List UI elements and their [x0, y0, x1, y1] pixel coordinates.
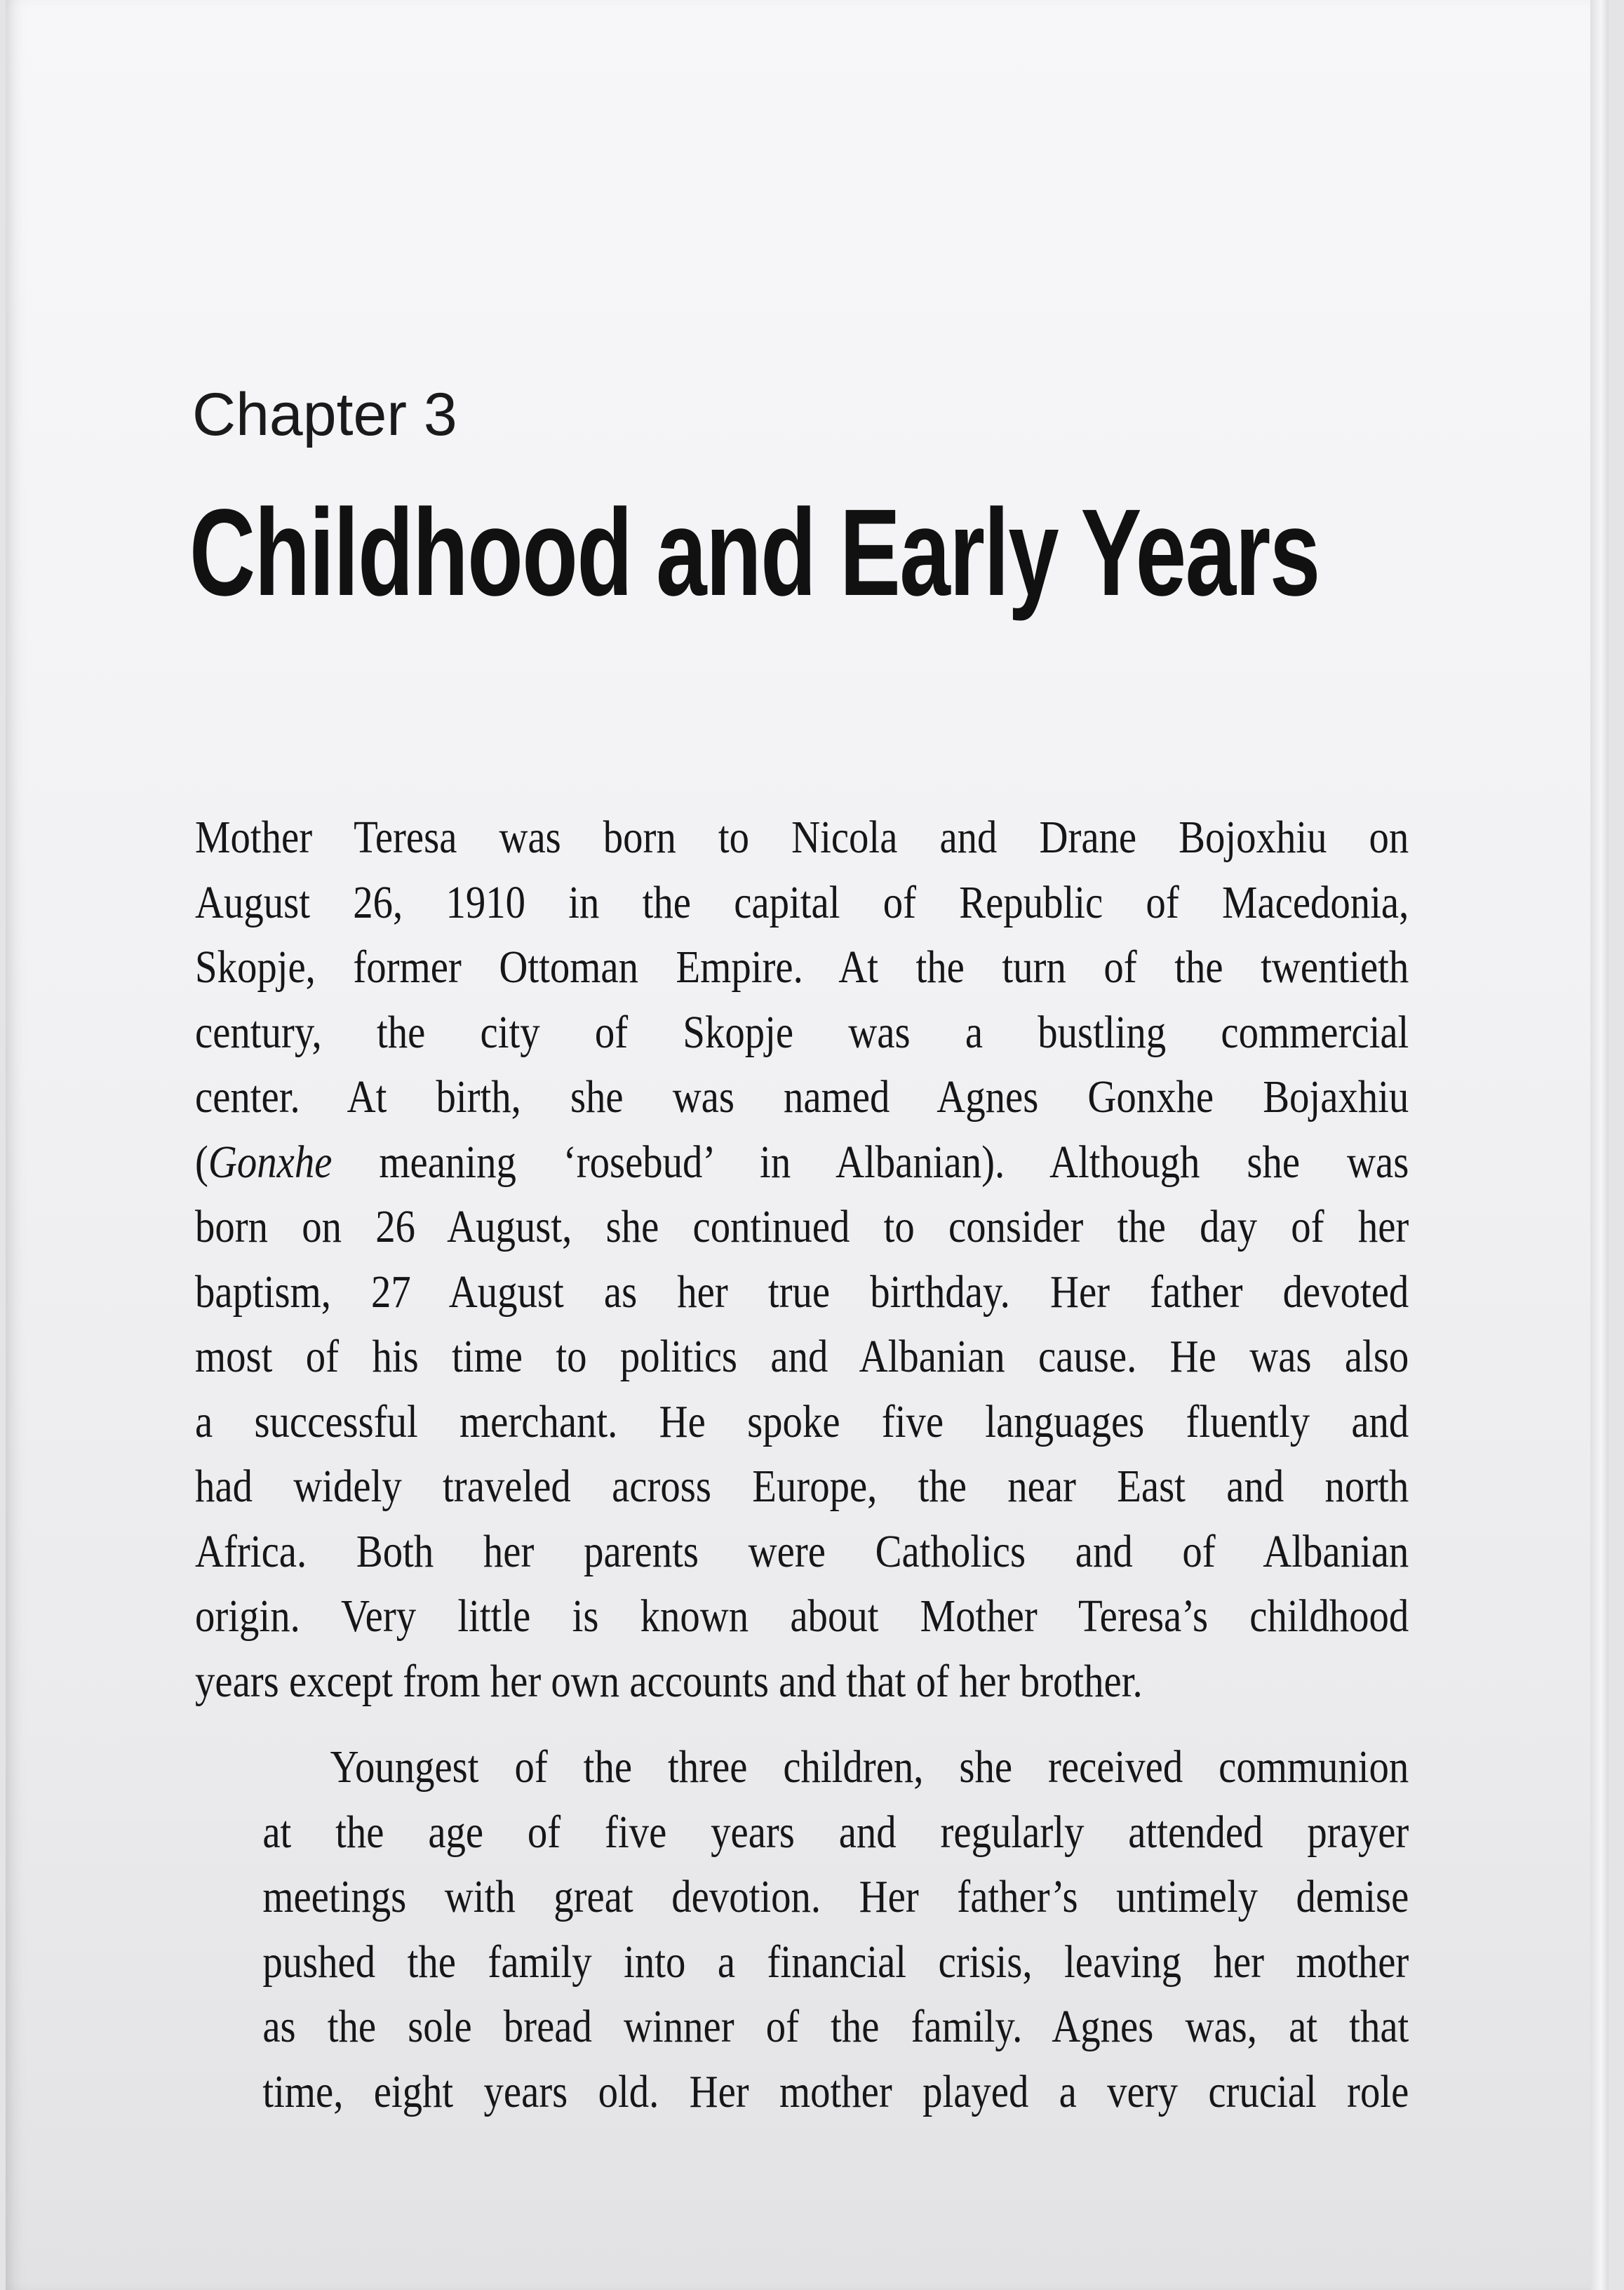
text-line: as the sole bread winner of the family. Agnes was, at that — [262, 2001, 1409, 2052]
text-line: baptism, 27 August as her true birthday. Her father devoted — [195, 1266, 1409, 1318]
page-edge — [1590, 0, 1609, 2290]
text-line: Skopje, former Ottoman Empire. At the turn of the twentieth — [195, 942, 1409, 993]
text-fragment: meaning ‘rosebud’ in Albanian). Although she was — [332, 1136, 1409, 1188]
text-line: meetings with great devotion. Her father’s untimely demise — [262, 1871, 1409, 1922]
paragraph-2 — [195, 1735, 1409, 2124]
text-line: most of his time to politics and Albanian cause. He was also — [195, 1331, 1409, 1382]
chapter-label: Chapter 3 — [192, 381, 457, 448]
chapter-body — [195, 805, 1409, 2124]
text-line: years except from her own accounts and that of her brother. — [195, 1655, 1143, 1707]
text-line: born on 26 August, she continued to consider the day of her — [195, 1201, 1409, 1252]
text-line: at the age of five years and regularly attended prayer — [262, 1806, 1409, 1858]
text-line: Youngest of the three children, she received communion — [330, 1741, 1409, 1793]
text-line — [195, 1130, 1409, 1196]
text-line: center. At birth, she was named Agnes Gonxhe Bojaxhiu — [195, 1071, 1409, 1123]
text-line: had widely traveled across Europe, the near East and north — [195, 1461, 1409, 1512]
text-line: Africa. Both her parents were Catholics and of Albanian — [195, 1525, 1409, 1577]
text-line: August 26, 1910 in the capital of Republic of Macedonia, — [195, 876, 1409, 928]
text-line: time, eight years old. Her mother played a very crucial role — [262, 2065, 1409, 2117]
book-page — [6, 0, 1609, 2290]
text-line: origin. Very little is known about Mother Teresa’s childhood — [195, 1591, 1409, 1642]
italic-term: Gonxhe — [208, 1136, 333, 1188]
text-fragment: ( — [195, 1136, 208, 1188]
text-line: pushed the family into a financial crisis, leaving her mother — [262, 1936, 1409, 1988]
text-line: century, the city of Skopje was a bustling commercial — [195, 1006, 1409, 1058]
text-line: a successful merchant. He spoke five languages fluently and — [195, 1395, 1409, 1447]
chapter-title: Childhood and Early Years — [189, 484, 1320, 622]
text-line: Mother Teresa was born to Nicola and Drane Bojoxhiu on — [195, 812, 1409, 863]
paragraph-1 — [195, 805, 1409, 1714]
